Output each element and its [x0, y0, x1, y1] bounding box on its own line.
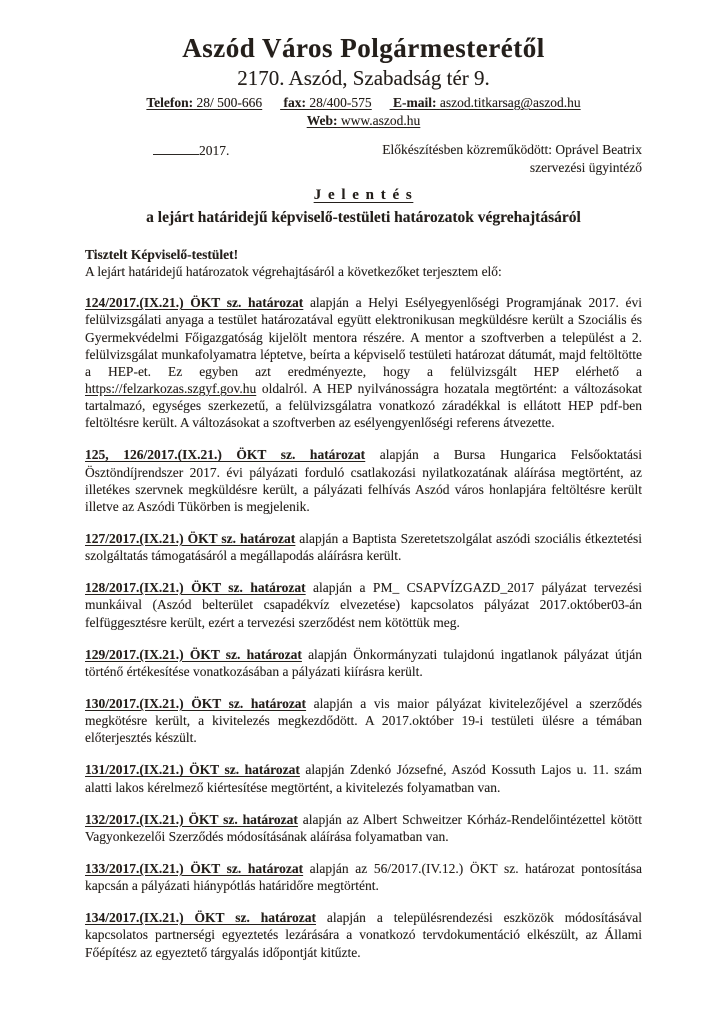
resolution-paragraph — [85, 294, 642, 431]
resolution-text-post: oldalról. A HEP nyilvánosságra hozatala megtörtént: a változásokat tartalmazó, egységes szerkezetű, a felülvizsgálatra vonatkozó záradékkal is ellátott HEP pdf-ben feltöltésre került. A változásokat a szoftverben az esélyengyenlőségi referens átvezette. — [85, 381, 642, 431]
resolution-text-pre: alapján Önkormányzati tulajdonú ingatlanok pályázat útján történő értékesítése vonatkozásában a pályázati kiírásra került. — [85, 646, 642, 679]
web-value: www.aszod.hu — [340, 112, 421, 128]
resolution-ref: 132/2017.(IX.21.) ÖKT sz. határozat — [85, 811, 298, 827]
intro-line: A lejárt határidejű határozatok végrehajtásáról a következőket terjesztem elő: — [85, 264, 502, 280]
resolution-ref: 131/2017.(IX.21.) ÖKT sz. határozat — [85, 762, 300, 778]
resolution-ref: 133/2017.(IX.21.) ÖKT sz. határozat — [85, 860, 304, 876]
resolutions-list — [85, 294, 642, 960]
resolution-text-pre: alapján Zdenkó Józsefné, Aszód Kossuth Lajos u. 11. szám alatti lakos kérelmező kiértesítése megtörtént, a kivitelezés folyamatban van. — [85, 762, 642, 795]
prepared-by — [382, 141, 642, 177]
resolution-ref: 134/2017.(IX.21.) ÖKT sz. határozat — [85, 910, 317, 926]
salutation: Tisztelt Képviselő-testület! — [85, 247, 239, 263]
resolution-paragraph — [85, 530, 642, 564]
prepared-by-line2: szervezési ügyintéző — [529, 160, 642, 176]
resolution-text-pre: alapján az 56/2017.(IV.12.) ÖKT sz. határozat pontosítása kapcsán a pályázati hiánypótlás határidőre megtörtént. — [85, 860, 642, 894]
report-subtitle: a lejárt határidejű képviselő-testületi határozatok végrehajtásáról — [146, 209, 581, 227]
resolution-ref: 127/2017.(IX.21.) ÖKT sz. határozat — [85, 531, 296, 546]
resolution-text-pre: alapján a településrendezési eszközök módosításával kapcsolatos partnerségi egyeztetés lezárására a vonatkozó tervdokumentáció elkészült, az Állami Főépítész az egyeztető tárgyalás időpontját kitűzte. — [85, 910, 642, 960]
resolution-link-url: https://felzarkozas.szgyf.gov.hu — [85, 381, 257, 397]
resolution-ref: 125, 126/2017.(IX.21.) ÖKT sz. határozat — [85, 447, 366, 463]
resolution-ref: 124/2017.(IX.21.) ÖKT sz. határozat — [85, 295, 304, 311]
resolution-paragraph — [85, 695, 642, 746]
org-address: 2170. Aszód, Szabadság tér 9. — [237, 65, 490, 90]
fax-label: fax: — [283, 94, 307, 110]
resolution-paragraph — [85, 909, 642, 960]
resolution-paragraph — [85, 860, 642, 894]
resolution-paragraph — [85, 646, 642, 680]
resolution-text-pre: alapján a Baptista Szeretetszolgálat aszódi szociális étkeztetési szolgáltatás támogatásáról a megállapodás aláírásra került. — [85, 531, 643, 564]
contact-line — [85, 95, 642, 111]
prepared-by-line1: Előkészítésben közreműködött: Oprável Beatrix — [382, 141, 642, 157]
fax-value: 28/400-575 — [309, 94, 372, 110]
resolution-text-pre: alapján az Albert Schweitzer Kórház-Rendelőintézettel kötött Vagyonkezelői Szerződés módosításának aláírása folyamatban van. — [85, 811, 642, 844]
web-line — [85, 113, 642, 129]
resolution-text-pre: alapján a vis maior pályázat kivitelezőjével a szerződés megkötésre került, a kivitelezés megkezdődött. A 2017.október 19-i testületi ülésre a témában előterjesztés készült. — [85, 695, 643, 746]
resolution-ref: 128/2017.(IX.21.) ÖKT sz. határozat — [85, 580, 306, 596]
email-label: E-mail: — [393, 94, 437, 110]
email-value: aszod.titkarsag@aszod.hu — [439, 94, 581, 110]
date-field — [153, 141, 229, 159]
resolution-paragraph — [85, 446, 642, 515]
web-label: Web: — [306, 112, 338, 128]
phone-label: Telefon: — [146, 94, 194, 110]
resolution-ref: 129/2017.(IX.21.) ÖKT sz. határozat — [85, 646, 302, 662]
phone-value: 28/ 500-666 — [196, 94, 263, 110]
resolution-paragraph — [85, 761, 642, 795]
date-year: 2017. — [199, 142, 230, 158]
meta-row — [85, 141, 642, 177]
org-name: Aszód Város Polgármesterétől — [182, 33, 545, 63]
resolution-paragraph — [85, 811, 642, 845]
resolution-ref: 130/2017.(IX.21.) ÖKT sz. határozat — [85, 695, 307, 711]
resolution-paragraph — [85, 579, 642, 630]
date-blank-underline — [153, 141, 199, 155]
resolution-text-pre: alapján a PM_ CSAPVÍZGAZD_2017 pályázat tervezési munkáival (Aszód belterület csapadékvíz elvezetése) kapcsolatos pályázat 2017.október03-án felfüggesztésre került, ezért a tervezési szerződést nem kötöttük meg. — [85, 580, 642, 630]
resolution-text-pre: alapján a Helyi Esélyegyenlőségi Programjának 2017. évi felülvizsgálati anyaga a testület határozatával együtt elektronikusan megküldésre került a Szociális és Gyermekvédelmi Főigazgatóság kijelölt mentora részére. A mentor a szoftverben a települést a 2. felülvizsgálat munkafolyamatra léptetve, beírta a képviselő testületi határozat dátumát, majd feltöltötte a HEP-et. Ez egyben azt eredményezte, hogy a felülvizsgált HEP elérhető a — [85, 295, 642, 379]
resolution-text-pre: alapján a Bursa Hungarica Felsőoktatási Ösztöndíjrendszer 2017. évi pályázati forduló csatlakozási nyilatkozatának aláírása megtörtént, az illetékes szervnek megküldésre került, a pályázati felhívás Aszód város honlapjára feltöltésre került illetve az Aszódi Tükörben is megjelenik. — [85, 447, 642, 514]
letterhead — [85, 34, 642, 129]
report-title: J e l e n t é s — [313, 187, 414, 204]
